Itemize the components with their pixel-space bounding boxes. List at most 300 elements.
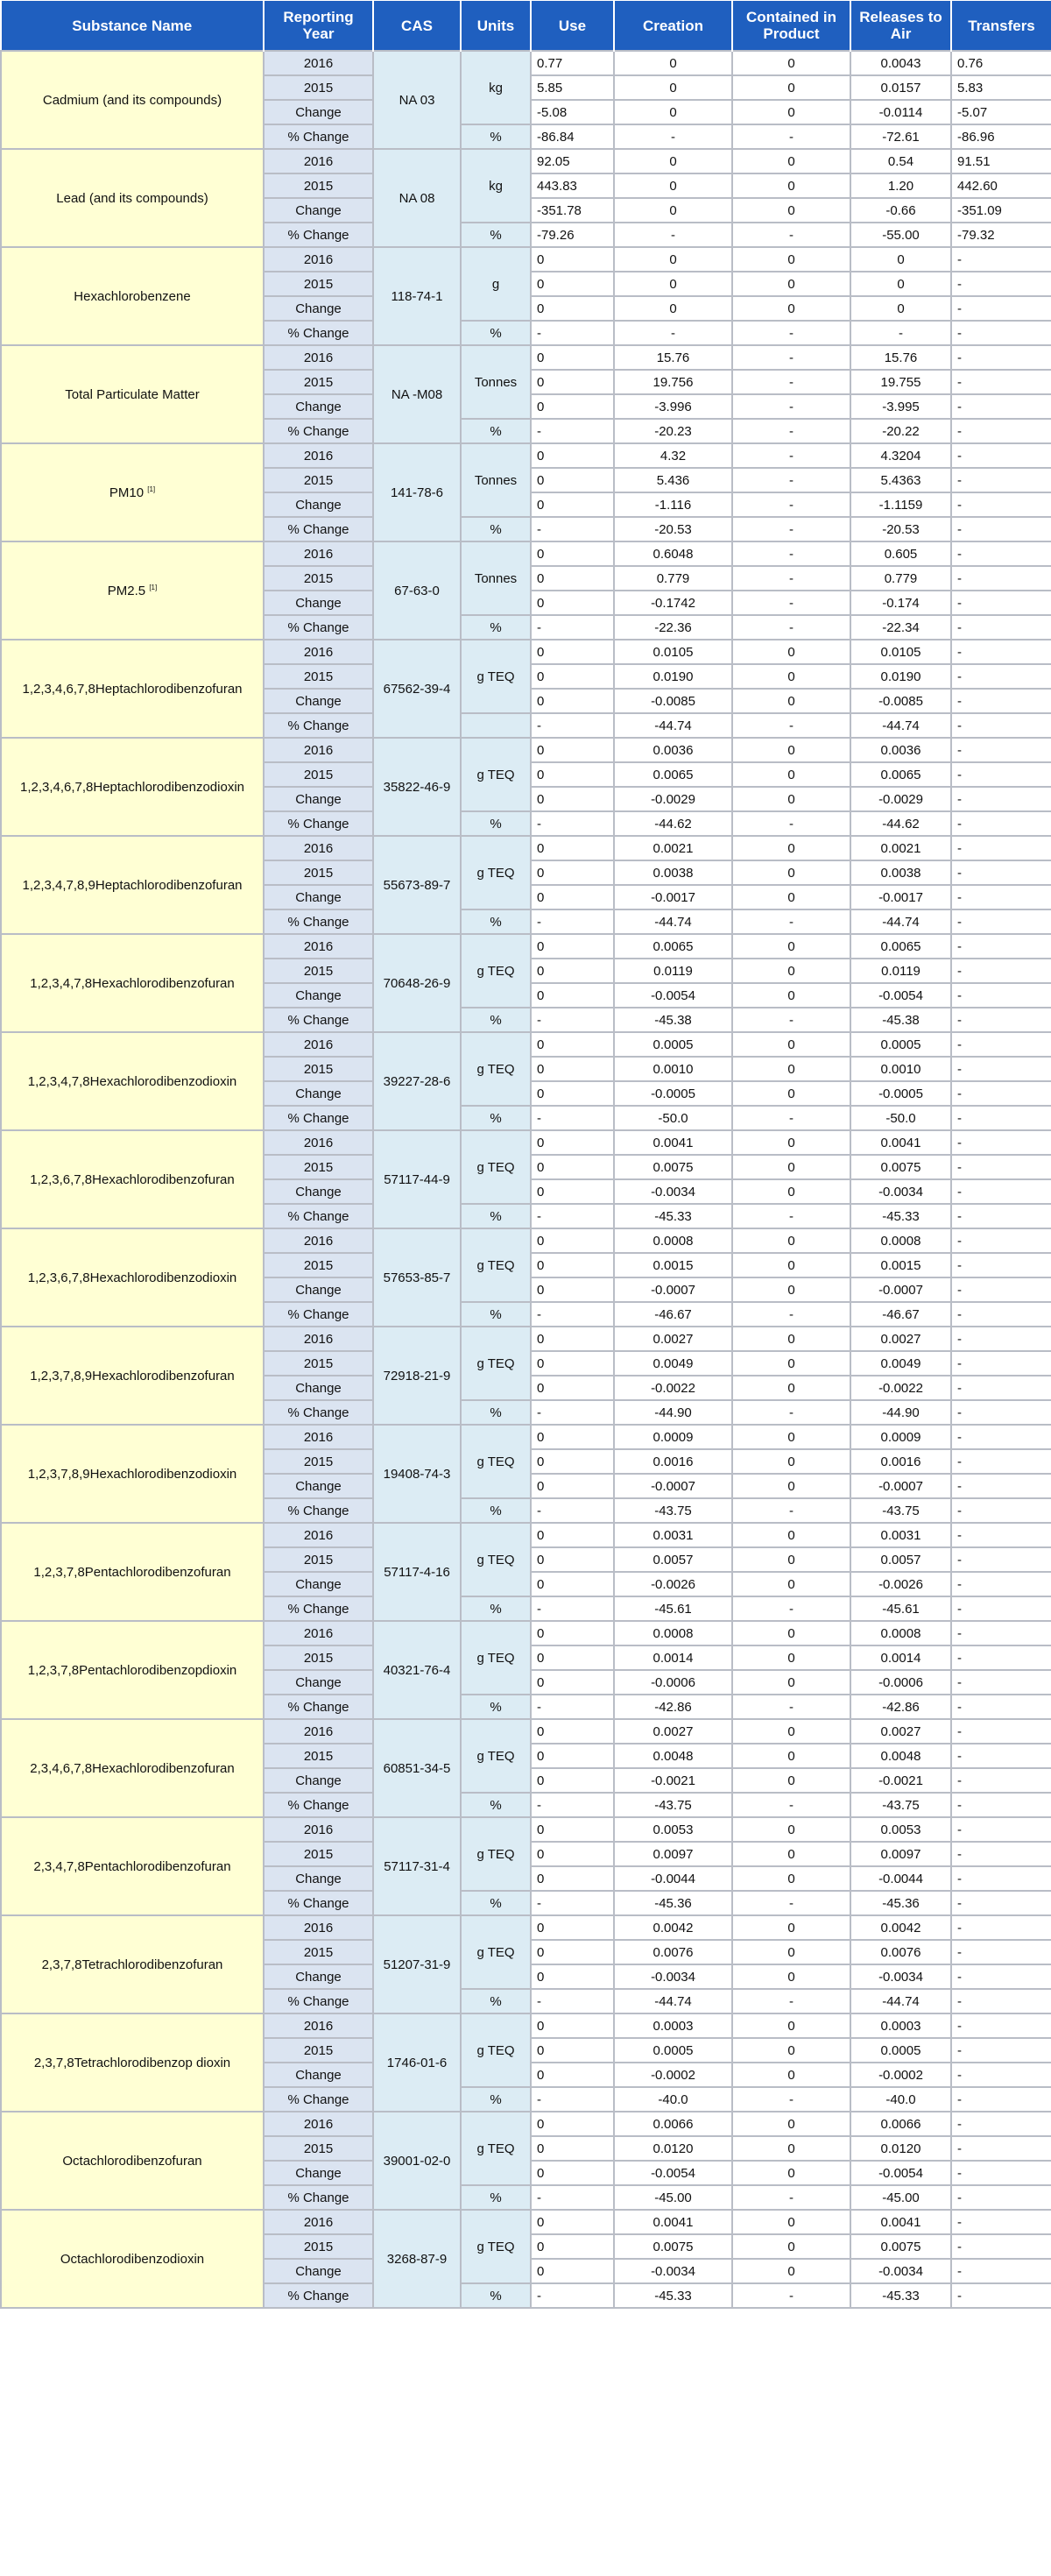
releases-to-air-cell: -0.66: [850, 198, 951, 223]
creation-cell: -20.23: [614, 419, 732, 443]
table-row: [1, 1621, 1051, 1645]
use-cell: -: [531, 1891, 614, 1915]
use-cell: 0: [531, 1964, 614, 1989]
use-cell: 0: [531, 1915, 614, 1940]
reporting-year-cell: 2016: [264, 1817, 373, 1842]
substance-name: 2,3,7,8Tetrachlorodibenzop dioxin: [33, 2055, 231, 2070]
reporting-year-cell: % Change: [264, 2087, 373, 2112]
footnote-marker: [1]: [147, 485, 156, 493]
releases-to-air-cell: 0.0157: [850, 75, 951, 100]
creation-cell: -0.0034: [614, 1964, 732, 1989]
contained-in-product-cell: 0: [732, 1376, 850, 1400]
transfers-cell: -: [951, 713, 1051, 738]
use-cell: -: [531, 1008, 614, 1032]
reporting-year-cell: Change: [264, 492, 373, 517]
transfers-cell: -: [951, 1179, 1051, 1204]
transfers-cell: -: [951, 1106, 1051, 1130]
use-cell: 0: [531, 2259, 614, 2283]
use-cell: -: [531, 2087, 614, 2112]
use-cell: -: [531, 1400, 614, 1425]
releases-to-air-cell: 0.0005: [850, 2038, 951, 2063]
transfers-cell: -: [951, 664, 1051, 689]
reporting-year-cell: % Change: [264, 1498, 373, 1523]
releases-to-air-cell: -44.90: [850, 1400, 951, 1425]
cas-cell: 3268-87-9: [373, 2210, 461, 2308]
table-row: [1, 247, 1051, 272]
creation-cell: 0.0075: [614, 2234, 732, 2259]
units-cell: g TEQ: [461, 1621, 531, 1695]
transfers-cell: -: [951, 1155, 1051, 1179]
transfers-cell: -: [951, 1474, 1051, 1498]
substance-name-cell: [1, 345, 264, 443]
creation-cell: 0: [614, 173, 732, 198]
creation-cell: 0: [614, 100, 732, 124]
reporting-year-cell: Change: [264, 1964, 373, 1989]
percent-units-cell: %: [461, 223, 531, 247]
reporting-year-cell: Change: [264, 885, 373, 909]
creation-cell: -0.0034: [614, 2259, 732, 2283]
releases-to-air-cell: 15.76: [850, 345, 951, 370]
units-cell: Tonnes: [461, 541, 531, 615]
releases-to-air-cell: -0.0044: [850, 1866, 951, 1891]
use-cell: 0: [531, 836, 614, 860]
use-cell: 0: [531, 1351, 614, 1376]
creation-cell: -44.90: [614, 1400, 732, 1425]
contained-in-product-cell: 0: [732, 738, 850, 762]
table-row: [1, 1130, 1051, 1155]
transfers-cell: -: [951, 321, 1051, 345]
contained-in-product-cell: 0: [732, 885, 850, 909]
reporting-year-cell: Change: [264, 787, 373, 811]
creation-cell: 0.0015: [614, 1253, 732, 1277]
releases-to-air-cell: -45.61: [850, 1596, 951, 1621]
contained-in-product-cell: 0: [732, 2210, 850, 2234]
contained-in-product-cell: 0: [732, 272, 850, 296]
transfers-cell: -: [951, 2038, 1051, 2063]
substance-name: Hexachlorobenzene: [74, 288, 191, 304]
substance-name-cell: [1, 443, 264, 541]
units-cell: g TEQ: [461, 2112, 531, 2185]
transfers-cell: -: [951, 1523, 1051, 1547]
creation-cell: -3.996: [614, 394, 732, 419]
substance-name: PM2.5: [107, 583, 146, 598]
use-cell: -: [531, 1596, 614, 1621]
reporting-year-cell: % Change: [264, 1302, 373, 1327]
releases-to-air-cell: 0.0042: [850, 1915, 951, 1940]
substance-name: Octachlorodibenzofuran: [62, 2153, 202, 2169]
reporting-year-cell: % Change: [264, 1695, 373, 1719]
header-substance-name: Substance Name: [1, 1, 264, 52]
cas-cell: 67-63-0: [373, 541, 461, 640]
substance-name: 1,2,3,4,7,8Hexachlorodibenzofuran: [30, 975, 235, 991]
use-cell: 0: [531, 1327, 614, 1351]
use-cell: 0: [531, 1572, 614, 1596]
header-units: Units: [461, 1, 531, 52]
table-body: [1, 51, 1051, 2308]
substance-name: 2,3,4,6,7,8Hexachlorodibenzofuran: [30, 1760, 235, 1776]
transfers-cell: -: [951, 1425, 1051, 1449]
contained-in-product-cell: 0: [732, 689, 850, 713]
percent-units-cell: %: [461, 1106, 531, 1130]
releases-to-air-cell: 0.0038: [850, 860, 951, 885]
releases-to-air-cell: -: [850, 321, 951, 345]
use-cell: 0: [531, 370, 614, 394]
use-cell: -: [531, 321, 614, 345]
creation-cell: 0.0048: [614, 1744, 732, 1768]
table-header: [1, 1, 1051, 52]
contained-in-product-cell: -: [732, 1695, 850, 1719]
contained-in-product-cell: 0: [732, 1866, 850, 1891]
use-cell: 0: [531, 1253, 614, 1277]
creation-cell: -40.0: [614, 2087, 732, 2112]
releases-to-air-cell: -45.38: [850, 1008, 951, 1032]
units-cell: g TEQ: [461, 738, 531, 811]
use-cell: 0: [531, 983, 614, 1008]
reporting-year-cell: 2016: [264, 1327, 373, 1351]
use-cell: 0: [531, 1032, 614, 1057]
transfers-cell: -: [951, 1572, 1051, 1596]
reporting-year-cell: % Change: [264, 1008, 373, 1032]
reporting-year-cell: 2015: [264, 2234, 373, 2259]
creation-cell: 0.0010: [614, 1057, 732, 1081]
transfers-cell: -79.32: [951, 223, 1051, 247]
creation-cell: 0.0003: [614, 2013, 732, 2038]
header-cas: CAS: [373, 1, 461, 52]
contained-in-product-cell: 0: [732, 762, 850, 787]
use-cell: -351.78: [531, 198, 614, 223]
transfers-cell: -: [951, 1670, 1051, 1695]
cas-cell: 118-74-1: [373, 247, 461, 345]
reporting-year-cell: Change: [264, 1572, 373, 1596]
reporting-year-cell: % Change: [264, 517, 373, 541]
creation-cell: 0: [614, 247, 732, 272]
releases-to-air-cell: -0.0034: [850, 1179, 951, 1204]
contained-in-product-cell: -: [732, 1008, 850, 1032]
transfers-cell: -: [951, 492, 1051, 517]
releases-to-air-cell: -43.75: [850, 1498, 951, 1523]
contained-in-product-cell: 0: [732, 1253, 850, 1277]
transfers-cell: -: [951, 1351, 1051, 1376]
releases-to-air-cell: -40.0: [850, 2087, 951, 2112]
substance-name: 1,2,3,6,7,8Hexachlorodibenzofuran: [30, 1171, 235, 1187]
reporting-year-cell: 2016: [264, 2210, 373, 2234]
releases-to-air-cell: 0.0053: [850, 1817, 951, 1842]
contained-in-product-cell: 0: [732, 1327, 850, 1351]
contained-in-product-cell: 0: [732, 2038, 850, 2063]
substance-name: Total Particulate Matter: [65, 386, 200, 402]
reporting-year-cell: Change: [264, 983, 373, 1008]
releases-to-air-cell: 0.0057: [850, 1547, 951, 1572]
contained-in-product-cell: 0: [732, 1425, 850, 1449]
creation-cell: -46.67: [614, 1302, 732, 1327]
releases-to-air-cell: -55.00: [850, 223, 951, 247]
contained-in-product-cell: 0: [732, 75, 850, 100]
creation-cell: -45.33: [614, 2283, 732, 2308]
creation-cell: 0.0008: [614, 1621, 732, 1645]
use-cell: -: [531, 1793, 614, 1817]
releases-to-air-cell: -44.74: [850, 1989, 951, 2013]
footnote-marker: [1]: [149, 583, 158, 591]
creation-cell: 0.0105: [614, 640, 732, 664]
transfers-cell: -: [951, 1621, 1051, 1645]
creation-cell: 0.0031: [614, 1523, 732, 1547]
releases-to-air-cell: -0.0026: [850, 1572, 951, 1596]
use-cell: 0: [531, 959, 614, 983]
cas-cell: NA 08: [373, 149, 461, 247]
reporting-year-cell: 2016: [264, 247, 373, 272]
reporting-year-cell: Change: [264, 1081, 373, 1106]
releases-to-air-cell: 0.0065: [850, 934, 951, 959]
reporting-year-cell: Change: [264, 1179, 373, 1204]
table-row: [1, 1915, 1051, 1940]
creation-cell: 0.0057: [614, 1547, 732, 1572]
header-releases-to-air: Releases to Air: [850, 1, 951, 52]
use-cell: 0: [531, 689, 614, 713]
releases-to-air-cell: 0.54: [850, 149, 951, 173]
reporting-year-cell: % Change: [264, 713, 373, 738]
use-cell: 0: [531, 640, 614, 664]
use-cell: -: [531, 2185, 614, 2210]
cas-cell: 39001-02-0: [373, 2112, 461, 2210]
reporting-year-cell: 2015: [264, 1842, 373, 1866]
releases-to-air-cell: 0.0031: [850, 1523, 951, 1547]
creation-cell: 15.76: [614, 345, 732, 370]
contained-in-product-cell: 0: [732, 1547, 850, 1572]
use-cell: 443.83: [531, 173, 614, 198]
releases-to-air-cell: -44.74: [850, 909, 951, 934]
cas-cell: 51207-31-9: [373, 1915, 461, 2013]
creation-cell: 0.0005: [614, 1032, 732, 1057]
creation-cell: -44.74: [614, 1989, 732, 2013]
creation-cell: -0.0022: [614, 1376, 732, 1400]
percent-units-cell: %: [461, 2283, 531, 2308]
use-cell: 0: [531, 2210, 614, 2234]
substance-name-cell: [1, 1719, 264, 1817]
creation-cell: 0.0053: [614, 1817, 732, 1842]
reporting-year-cell: 2016: [264, 1719, 373, 1744]
contained-in-product-cell: 0: [732, 1842, 850, 1866]
releases-to-air-cell: -20.22: [850, 419, 951, 443]
releases-to-air-cell: 0.0049: [850, 1351, 951, 1376]
contained-in-product-cell: -: [732, 1106, 850, 1130]
transfers-cell: -: [951, 370, 1051, 394]
releases-to-air-cell: -46.67: [850, 1302, 951, 1327]
use-cell: -: [531, 615, 614, 640]
contained-in-product-cell: 0: [732, 1179, 850, 1204]
contained-in-product-cell: 0: [732, 836, 850, 860]
creation-cell: 0: [614, 75, 732, 100]
transfers-cell: -: [951, 1940, 1051, 1964]
reporting-year-cell: 2016: [264, 51, 373, 75]
percent-units-cell: %: [461, 1302, 531, 1327]
contained-in-product-cell: -: [732, 345, 850, 370]
percent-units-cell: %: [461, 1204, 531, 1228]
creation-cell: 0.0041: [614, 2210, 732, 2234]
substance-name: 2,3,7,8Tetrachlorodibenzofuran: [41, 1957, 223, 1972]
reporting-year-cell: 2016: [264, 1915, 373, 1940]
creation-cell: 0.0065: [614, 762, 732, 787]
table-row: [1, 2210, 1051, 2234]
creation-cell: -44.62: [614, 811, 732, 836]
reporting-year-cell: Change: [264, 1376, 373, 1400]
releases-to-air-cell: 0.0008: [850, 1621, 951, 1645]
transfers-cell: -: [951, 272, 1051, 296]
percent-units-cell: %: [461, 1008, 531, 1032]
units-cell: g TEQ: [461, 1719, 531, 1793]
contained-in-product-cell: -: [732, 1891, 850, 1915]
contained-in-product-cell: 0: [732, 664, 850, 689]
cas-cell: 57117-4-16: [373, 1523, 461, 1621]
units-cell: kg: [461, 149, 531, 223]
releases-to-air-cell: 5.4363: [850, 468, 951, 492]
transfers-cell: -: [951, 2112, 1051, 2136]
use-cell: -: [531, 1695, 614, 1719]
transfers-cell: -: [951, 934, 1051, 959]
releases-to-air-cell: -0.0005: [850, 1081, 951, 1106]
use-cell: -5.08: [531, 100, 614, 124]
releases-to-air-cell: 0.0076: [850, 1940, 951, 1964]
reporting-year-cell: % Change: [264, 321, 373, 345]
substance-name-cell: [1, 2210, 264, 2308]
reporting-year-cell: % Change: [264, 1596, 373, 1621]
table-row: [1, 738, 1051, 762]
use-cell: 0: [531, 1277, 614, 1302]
use-cell: -: [531, 517, 614, 541]
transfers-cell: -: [951, 811, 1051, 836]
cas-cell: 141-78-6: [373, 443, 461, 541]
transfers-cell: -: [951, 2234, 1051, 2259]
reporting-year-cell: 2015: [264, 762, 373, 787]
transfers-cell: -: [951, 762, 1051, 787]
releases-to-air-cell: 19.755: [850, 370, 951, 394]
transfers-cell: -: [951, 1695, 1051, 1719]
creation-cell: -0.0021: [614, 1768, 732, 1793]
transfers-cell: 5.83: [951, 75, 1051, 100]
transfers-cell: -: [951, 959, 1051, 983]
use-cell: 0: [531, 762, 614, 787]
releases-to-air-cell: -0.0054: [850, 2161, 951, 2185]
releases-to-air-cell: -0.0054: [850, 983, 951, 1008]
contained-in-product-cell: 0: [732, 1057, 850, 1081]
contained-in-product-cell: -: [732, 370, 850, 394]
substance-name-cell: [1, 1621, 264, 1719]
releases-to-air-cell: 0.0065: [850, 762, 951, 787]
table-row: [1, 836, 1051, 860]
use-cell: 0: [531, 1523, 614, 1547]
contained-in-product-cell: 0: [732, 983, 850, 1008]
units-cell: g TEQ: [461, 2210, 531, 2283]
releases-to-air-cell: -0.0006: [850, 1670, 951, 1695]
contained-in-product-cell: 0: [732, 2161, 850, 2185]
transfers-cell: -: [951, 640, 1051, 664]
cas-cell: 55673-89-7: [373, 836, 461, 934]
contained-in-product-cell: 0: [732, 2136, 850, 2161]
releases-to-air-cell: 0.0120: [850, 2136, 951, 2161]
use-cell: -: [531, 1302, 614, 1327]
reporting-year-cell: Change: [264, 1670, 373, 1695]
transfers-cell: -: [951, 1008, 1051, 1032]
creation-cell: -44.74: [614, 713, 732, 738]
reporting-year-cell: 2015: [264, 1155, 373, 1179]
contained-in-product-cell: 0: [732, 2013, 850, 2038]
header-contained-in-product: Contained in Product: [732, 1, 850, 52]
use-cell: 0: [531, 591, 614, 615]
units-cell: g TEQ: [461, 1915, 531, 1989]
releases-to-air-cell: 0.0016: [850, 1449, 951, 1474]
substance-name-cell: [1, 934, 264, 1032]
contained-in-product-cell: -: [732, 2283, 850, 2308]
contained-in-product-cell: 0: [732, 787, 850, 811]
substance-name-cell: [1, 836, 264, 934]
contained-in-product-cell: -: [732, 909, 850, 934]
creation-cell: -0.0029: [614, 787, 732, 811]
use-cell: -: [531, 909, 614, 934]
table-row: [1, 1228, 1051, 1253]
reporting-year-cell: 2015: [264, 75, 373, 100]
creation-cell: -44.74: [614, 909, 732, 934]
contained-in-product-cell: 0: [732, 173, 850, 198]
releases-to-air-cell: 0.0014: [850, 1645, 951, 1670]
releases-to-air-cell: -0.0029: [850, 787, 951, 811]
reporting-year-cell: 2015: [264, 1940, 373, 1964]
use-cell: 0: [531, 2161, 614, 2185]
transfers-cell: -: [951, 2283, 1051, 2308]
releases-to-air-cell: -0.174: [850, 591, 951, 615]
creation-cell: 0.0065: [614, 934, 732, 959]
reporting-year-cell: % Change: [264, 419, 373, 443]
reporting-year-cell: 2016: [264, 443, 373, 468]
reporting-year-cell: Change: [264, 100, 373, 124]
creation-cell: 19.756: [614, 370, 732, 394]
use-cell: 0: [531, 2063, 614, 2087]
use-cell: 0: [531, 860, 614, 885]
releases-to-air-cell: -20.53: [850, 517, 951, 541]
use-cell: -: [531, 2283, 614, 2308]
contained-in-product-cell: -: [732, 1204, 850, 1228]
transfers-cell: -: [951, 1964, 1051, 1989]
contained-in-product-cell: -: [732, 615, 850, 640]
table-row: [1, 541, 1051, 566]
substance-name-cell: [1, 2013, 264, 2112]
releases-to-air-cell: 0.0066: [850, 2112, 951, 2136]
releases-to-air-cell: -45.33: [850, 2283, 951, 2308]
creation-cell: -45.36: [614, 1891, 732, 1915]
reporting-year-cell: Change: [264, 2259, 373, 2283]
creation-cell: 0.0014: [614, 1645, 732, 1670]
contained-in-product-cell: 0: [732, 640, 850, 664]
contained-in-product-cell: -: [732, 468, 850, 492]
use-cell: 0: [531, 1228, 614, 1253]
contained-in-product-cell: 0: [732, 1130, 850, 1155]
creation-cell: -: [614, 321, 732, 345]
reporting-year-cell: 2016: [264, 2112, 373, 2136]
contained-in-product-cell: 0: [732, 1081, 850, 1106]
transfers-cell: -: [951, 1866, 1051, 1891]
reporting-year-cell: % Change: [264, 615, 373, 640]
transfers-cell: -: [951, 1915, 1051, 1940]
contained-in-product-cell: -: [732, 321, 850, 345]
use-cell: 92.05: [531, 149, 614, 173]
contained-in-product-cell: 0: [732, 2259, 850, 2283]
releases-to-air-cell: 0.0021: [850, 836, 951, 860]
use-cell: 0: [531, 787, 614, 811]
transfers-cell: -: [951, 1228, 1051, 1253]
reporting-year-cell: 2016: [264, 934, 373, 959]
creation-cell: 0: [614, 198, 732, 223]
releases-to-air-cell: -42.86: [850, 1695, 951, 1719]
table-row: [1, 1032, 1051, 1057]
transfers-cell: -: [951, 2185, 1051, 2210]
